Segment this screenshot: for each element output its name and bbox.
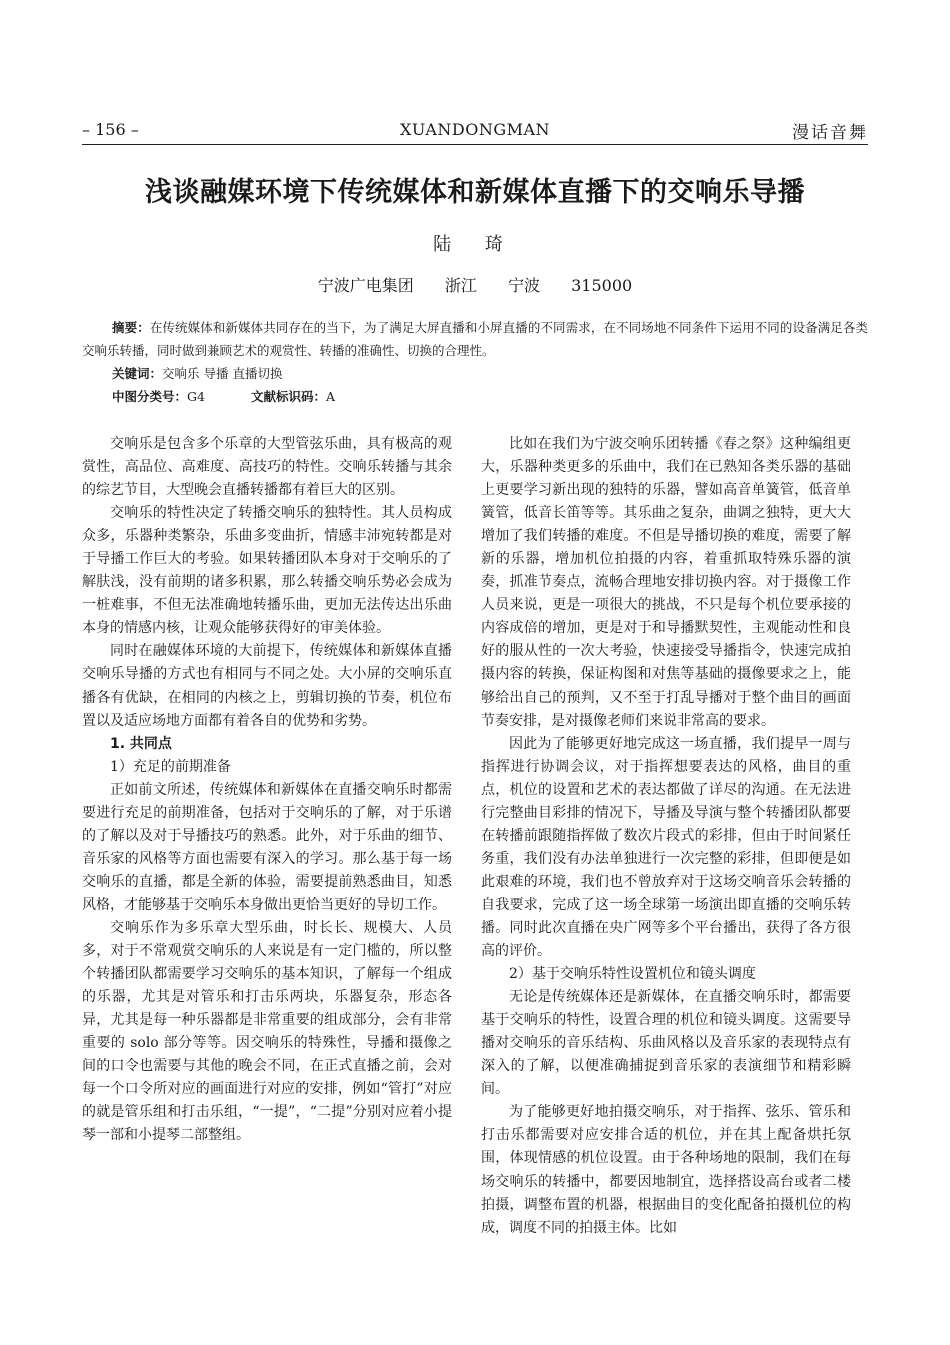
affiliation-province: 浙江 (444, 276, 477, 295)
paragraph: 同时在融媒体环境的大前提下，传统媒体和新媒体直播交响乐导播的方式也有相同与不同之处。大小屏的交响乐直播各有优缺，在相同的内核之上，剪辑切换的节奏，机位布置以及适应场地方面都有着各自的优势和劣势。 (82, 643, 452, 729)
paragraph: 比如在我们为宁波交响乐团转播《春之祭》这种编组更大，乐器种类更多的乐曲中，我们在已熟知各类乐器的基础上更要学习新出现的独特的乐器，譬如高音单簧管，低音单簧管，低音长笛等等。其乐曲之复杂，曲调之独特，更大大增加了我们转播的难度。不但是导播切换的难度，需要了解新的乐器，增加机位拍摄的内容，着重抓取特殊乐器的演奏，抓准节奏点，流畅合理地安排切换内容。对于摄像工作人员来说，更是一项很大的挑战，不只是每个机位要承接的内容成倍的增加，更是对于和导播默契性，主观能动性和良好的服从性的一次大考验，快速接受导播指令，快速完成拍摄内容的转换，保证构图和对焦等基础的摄像要求之上，能够给出自己的预判，又不至于打乱导播对于整个曲目的画面节奏安排，是对摄像老师们来说非常高的要求。 (481, 436, 851, 729)
affiliation-zip: 315000 (571, 276, 633, 295)
affiliation (0, 273, 950, 296)
affiliation-org: 宁波广电集团 (317, 276, 414, 295)
classification (82, 385, 868, 408)
abstract-block (82, 316, 868, 408)
right-column (481, 433, 851, 1240)
article-title: 浅谈融媒环境下传统媒体和新媒体直播下的交响乐导播 (145, 177, 805, 208)
paragraph: 正如前文所述，传统媒体和新媒体在直播交响乐时都需要进行充足的前期准备，包括对于交响乐的了解，对于乐谱的了解以及对于导播技巧的熟悉。此外，对于乐曲的细节、音乐家的风格等方面也需要有深入的学习。那么基于每一场交响乐的直播，都是全新的体验，需要提前熟悉曲目，知悉风格，才能够基于交响乐本身做出更恰当更好的导切工作。 (82, 781, 452, 913)
keywords (82, 362, 868, 385)
running-header (82, 118, 868, 145)
journal-name: XUANDONGMAN (399, 120, 551, 139)
doc-code-label: 文献标识码： (250, 389, 326, 404)
abstract-text: 在传统媒体和新媒体共同存在的当下，为了满足大屏直播和小屏直播的不同需求，在不同场地不同条件下运用不同的设备满足各类交响乐转播，同时做到兼顾艺术的观赏性、转播的准确性、切换的合理性。 (82, 320, 868, 358)
clc-value: G4 (187, 389, 205, 404)
section-heading: 1. 共同点 (110, 735, 172, 752)
doc-code-value: A (325, 389, 336, 404)
affiliation-city: 宁波 (508, 276, 541, 295)
abstract-label: 摘要： (112, 320, 150, 335)
paragraph: 交响乐的特性决定了转播交响乐的独特性。其人员构成众多，乐器种类繁杂，乐曲多变曲折，情感丰沛宛转都是对于导播工作巨大的考验。如果转播团队本身对于交响乐的了解肤浅，没有前期的诸多积累，那么转播交响乐势必会成为一桩难事，不但无法准确地转播乐曲，更加无法传达出乐曲本身的情感内核，让观众能够获得好的审美体验。 (82, 505, 452, 637)
keywords-text: 交响乐 导播 直播切换 (162, 366, 283, 381)
left-column (82, 433, 452, 1147)
paragraph: 无论是传统媒体还是新媒体，在直播交响乐时，都需要基于交响乐的特性，设置合理的机位和镜头调度。这需要导播对交响乐的音乐结构、乐曲风格以及音乐家的表现特点有深入的了解，以便准确捕捉到音乐家的表演细节和精彩瞬间。 (481, 989, 851, 1098)
abstract (82, 316, 868, 362)
subsection-heading: 2）基于交响乐特性设置机位和镜头调度 (509, 966, 756, 983)
keywords-label: 关键词： (112, 366, 163, 381)
paragraph: 交响乐是包含多个乐章的大型管弦乐曲，具有极高的观赏性，高品位、高难度、高技巧的特性。交响乐转播与其余的综艺节目，大型晚会直播转播都有着巨大的区别。 (82, 436, 452, 499)
column-name: 漫话音舞 (792, 123, 868, 143)
paragraph: 交响乐作为多乐章大型乐曲，时长长、规模大、人员多，对于不常观赏交响乐的人来说是有一定门槛的，所以整个转播团队都需要学习交响乐的基本知识，了解每一个组成的乐器，尤其是对管乐和打击乐两块，乐器复杂，形态各异，尤其是每一种乐器都是非常重要的组成部分，会有非常重要的 solo 部分等等。因交响乐的特殊性，导播和摄像之间的口令也需要与其他的晚会不同，在正式直播之前，会对每一个口令所对应的画面进行对应的安排，例如“管打”对应的就是管乐组和打击乐组，“一提”，“二提”分别对应着小提琴一部和小提琴二部整组。 (82, 919, 452, 1144)
clc-label: 中图分类号： (112, 389, 188, 404)
subsection-heading: 1）充足的前期准备 (110, 758, 231, 775)
page-number: – 156 – (82, 120, 139, 139)
paragraph: 为了能够更好地拍摄交响乐，对于指挥、弦乐、管乐和打击乐都需要对应安排合适的机位，并在其上配备烘托氛围，体现情感的机位设置。由于各种场地的限制，我们在每场交响乐的转播中，都要因地制宜，选择搭设高台或者二楼拍摄，调整布置的机器，根据曲目的变化配备拍摄机位的构成，调度不同的拍摄主体。比如 (481, 1104, 851, 1236)
author-name: 陆 琦 (433, 234, 517, 255)
paragraph: 因此为了能够更好地完成这一场直播，我们提早一周与指挥进行协调会议，对于指挥想要表达的风格，曲目的重点，机位的设置和艺术的表达都做了详尽的沟通。在无法进行完整曲目彩排的情况下，导播及导演与整个转播团队都要在转播前跟随指挥做了数次片段式的彩排，但由于时间紧任务重，我们没有办法单独进行一次完整的彩排，但即便是如此艰难的环境，我们也不曾放弃对于这场交响音乐会转播的自我要求，完成了这一场全球第一场演出即直播的交响乐转播。同时此次直播在央广网等多个平台播出，获得了各方很高的评价。 (481, 735, 851, 960)
